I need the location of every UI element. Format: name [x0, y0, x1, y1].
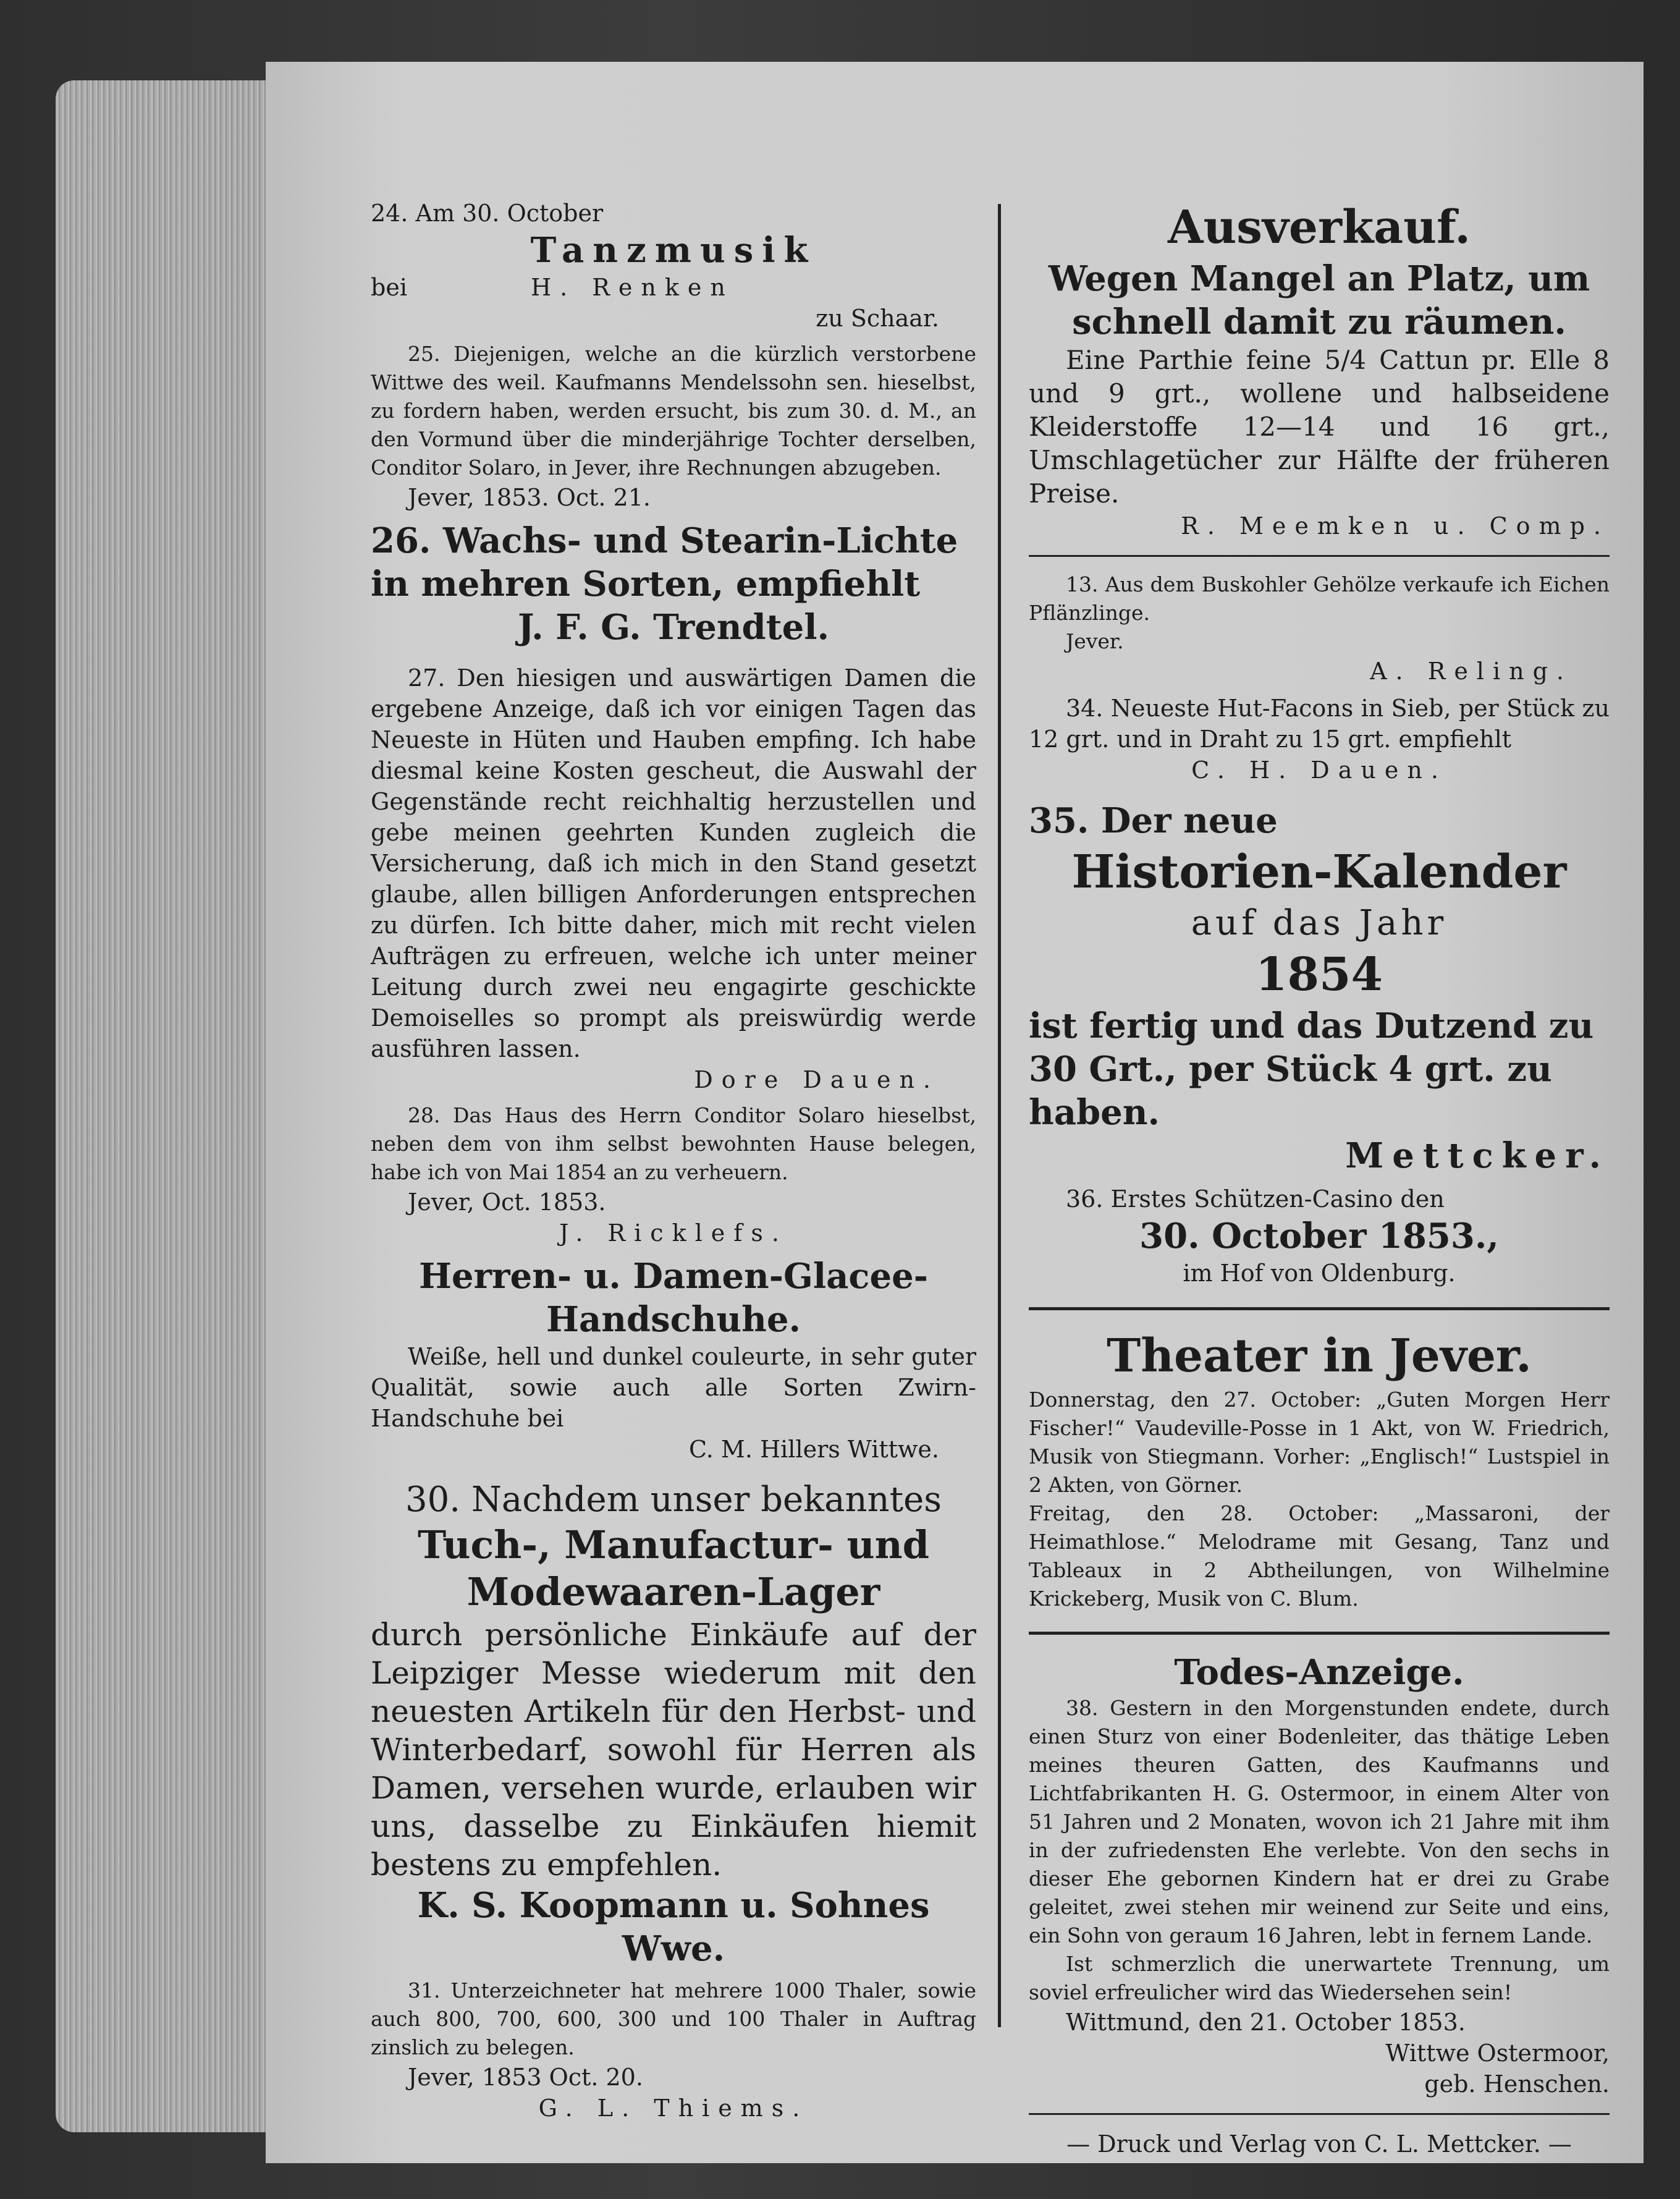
ad-31-name: G. L. Thiems. [538, 2095, 809, 2122]
ad-24-name: H. Renken [530, 274, 734, 301]
ad-30-name: K. S. Koopmann u. Sohnes Wwe. [417, 1885, 930, 1969]
ad-13-place: Jever. [1066, 629, 1124, 653]
left-column [371, 198, 976, 2124]
ad-35 [1029, 799, 1610, 1177]
ad-24-title: Tanzmusik [530, 230, 817, 271]
ad-26 [371, 519, 976, 649]
ad-24-place: zu Schaar. [816, 305, 939, 332]
rule [1029, 2113, 1610, 2115]
theater [1029, 1326, 1610, 1613]
ad-29-title: Herren- u. Damen-Glacee-Handschuhe. [418, 1256, 928, 1340]
ad-24 [371, 198, 976, 334]
ausverkauf-subtitle: Wegen Mangel an Platz, um schnell damit zu räumen. [1048, 258, 1590, 342]
ad-31-date: Jever, 1853 Oct. 20. [408, 2064, 643, 2091]
ad-35-line2: auf das Jahr [1191, 903, 1448, 943]
todes-date: Wittmund, den 21. October 1853. [1066, 2009, 1466, 2036]
ad-30-text: durch persönliche Einkäufe auf der Leipziger Messe wiederum mit den neuesten Artikeln für den Herbst- und Winterbedarf, sowohl für Herren als Damen, versehen wurde, erlauben wir uns, dasselbe zu Einkäufen hiemit bestens zu empfehlen. [371, 1617, 976, 1883]
ad-ausverkauf [1029, 198, 1610, 541]
imprint: — Druck und Verlag von C. L. Mettcker. — [1066, 2130, 1572, 2158]
theater-p2: Freitag, den 28. October: „Massaroni, der Heimathlose.“ Melodrame mit Gesang, Tanz und Tableaux in 2 Abtheilungen, von Wilhelmine Krickeberg, Musik von C. Blum. [1029, 1501, 1610, 1611]
ad-28-date: Jever, Oct. 1853. [408, 1188, 606, 1216]
ad-27-text: 27. Den hiesigen und auswärtigen Damen die ergebene Anzeige, daß ich vor einigen Tagen das Neueste in Hüten und Hauben empfing. Ich habe diesmal keine Kosten gescheut, die Auswahl der Gegenstände recht reichhaltig herzustellen und gebe meinen geehrten Kunden zugleich die Versicherung, daß ich mich in den Stand gesetzt glaube, allen billigen Anforderungen entsprechen zu dürfen. Ich bitte daher, mich mit recht vielen Aufträgen zu erfreuen, welche ich unter meiner Leitung durch zwei neu engagirte geschickte Demoiselles so prompt als preiswürdig werde ausführen lassen. [371, 664, 976, 1062]
todes-text2: Ist schmerzlich die unerwartete Trennung, um soviel erfreulicher wird das Wiedersehen sein! [1029, 1952, 1610, 2004]
ad-36-place: im Hof von Oldenburg. [1183, 1260, 1456, 1287]
right-column [1029, 198, 1610, 2159]
ad-35-text: ist fertig und das Dutzend zu 30 Grt., per Stück 4 grt. zu haben. [1029, 1006, 1594, 1133]
ad-28-text: 28. Das Haus des Herrn Conditor Solaro hieselbst, neben dem von ihm selbst bewohnten Hause belegen, habe ich von Mai 1854 an zu verheuern. [371, 1103, 976, 1184]
theater-p1: Donnerstag, den 27. October: „Guten Morgen Herr Fischer!“ Vaudeville-Posse in 1 Akt, von W. Friedrich, Musik von Stiegmann. Vorher: „Englisch!“ Lustspiel in 2 Akten, von Görner. [1029, 1388, 1610, 1497]
ad-35-name: Mettcker. [1345, 1135, 1610, 1176]
ad-30-line2: Tuch-, Manufactur- und [417, 1522, 929, 1567]
ad-31-text: 31. Unterzeichneter hat mehrere 1000 Thaler, sowie auch 800, 700, 600, 300 und 100 Thaler in Auftrag zinslich zu belegen. [371, 1978, 976, 2059]
ad-34 [1029, 693, 1610, 786]
todes-born: geb. Henschen. [1424, 2070, 1610, 2098]
ad-34-name: C. H. Dauen. [1191, 756, 1447, 784]
ausverkauf-name: R. Meemken u. Comp. [1181, 512, 1610, 540]
ad-13-text: 13. Aus dem Buskohler Gehölze verkaufe ich Eichen Pflänzlinge. [1029, 572, 1610, 625]
theater-title: Theater in Jever. [1107, 1329, 1532, 1383]
ad-30-line3: Modewaaren-Lager [466, 1569, 880, 1614]
ausverkauf-text: Eine Parthie feine 5/4 Cattun pr. Elle 8 und 9 grt., wollene und halbseidene Kleiderstoffe 12—14 und 16 grt., Umschlagetücher zur Hälfte der früheren Preise. [1029, 345, 1610, 509]
ausverkauf-title: Ausverkauf. [1168, 201, 1471, 254]
ad-28 [371, 1101, 976, 1248]
ad-27 [371, 663, 976, 1095]
ad-28-name: J. Ricklefs. [559, 1219, 788, 1247]
ad-26-line1: 26. Wachs- und Stearin-Lichte [371, 520, 958, 561]
ad-25-date: Jever, 1853. Oct. 21. [408, 484, 651, 511]
rule [1029, 555, 1610, 557]
ad-36-date: 30. October 1853., [1139, 1216, 1499, 1256]
todes-text: 38. Gestern in den Morgenstunden endete, durch einen Sturz von einer Bodenleiter, das thätige Leben meines theuren Gatten, des Kaufmanns und Lichtfabrikanten H. G. Ostermoor, in einem Alter von 51 Jahren und 2 Monaten, wovon ich 21 Jahre mit ihm in der zufriedensten Ehe verlebte. Von den sechs in dieser Ehe gebornen Kindern hat er drei zu Grabe geleitet, zwei stehen mir weinend zur Seite und eins, ein Sohn von geraum 16 Jahren, lebt in fernem Lande. [1029, 1696, 1610, 1947]
ad-35-line1: 35. Der neue [1029, 800, 1278, 841]
ad-36-line1: 36. Erstes Schützen-Casino den [1066, 1185, 1445, 1213]
ad-30-line1: 30. Nachdem unser bekanntes [405, 1480, 942, 1520]
ad-35-year: 1854 [1256, 948, 1383, 1001]
ad-31 [371, 1977, 976, 2124]
ad-24-line: 24. Am 30. October [371, 200, 604, 227]
todes-title: Todes-Anzeige. [1174, 1652, 1464, 1693]
ad-29-name: C. M. Hillers Wittwe. [689, 1436, 939, 1463]
ad-24-bei: bei [371, 274, 407, 301]
ad-34-text: 34. Neueste Hut-Facons in Sieb, per Stück zu 12 grt. und in Draht zu 15 grt. empfiehlt [1029, 695, 1610, 753]
todes-anzeige [1029, 1651, 1610, 2099]
ad-27-name: Dore Dauen. [694, 1066, 939, 1093]
column-divider [998, 204, 1001, 2027]
ad-35-title: Historien-Kalender [1071, 845, 1567, 899]
ad-25-text: 25. Diejenigen, welche an die kürzlich verstorbene Wittwe des weil. Kaufmanns Mendelssohn sen. hieselbst, zu fordern haben, werden ersucht, bis zum 30. d. M., an den Vormund über die minderjährige Tochter derselben, Conditor Solaro, in Jever, ihre Rechnungen abzugeben. [371, 342, 976, 480]
ad-26-line2: in mehren Sorten, empfiehlt [371, 564, 921, 604]
ad-29-text: Weiße, hell und dunkel couleurte, in sehr guter Qualität, sowie auch alle Sorten Zwirn-Handschuhe bei [371, 1343, 976, 1432]
todes-name: Wittwe Ostermoor, [1385, 2040, 1610, 2067]
ad-36 [1029, 1184, 1610, 1289]
ad-29 [371, 1255, 976, 1465]
ad-26-name: J. F. G. Trendtel. [518, 607, 829, 648]
rule [1029, 1632, 1610, 1635]
ad-13 [1029, 570, 1610, 687]
ad-30 [371, 1478, 976, 1970]
rule [1029, 1307, 1610, 1310]
ad-24-host [371, 272, 976, 303]
ad-13-name: A. Reling. [1370, 658, 1572, 685]
page-edges [56, 80, 278, 2132]
ad-25 [371, 340, 976, 513]
